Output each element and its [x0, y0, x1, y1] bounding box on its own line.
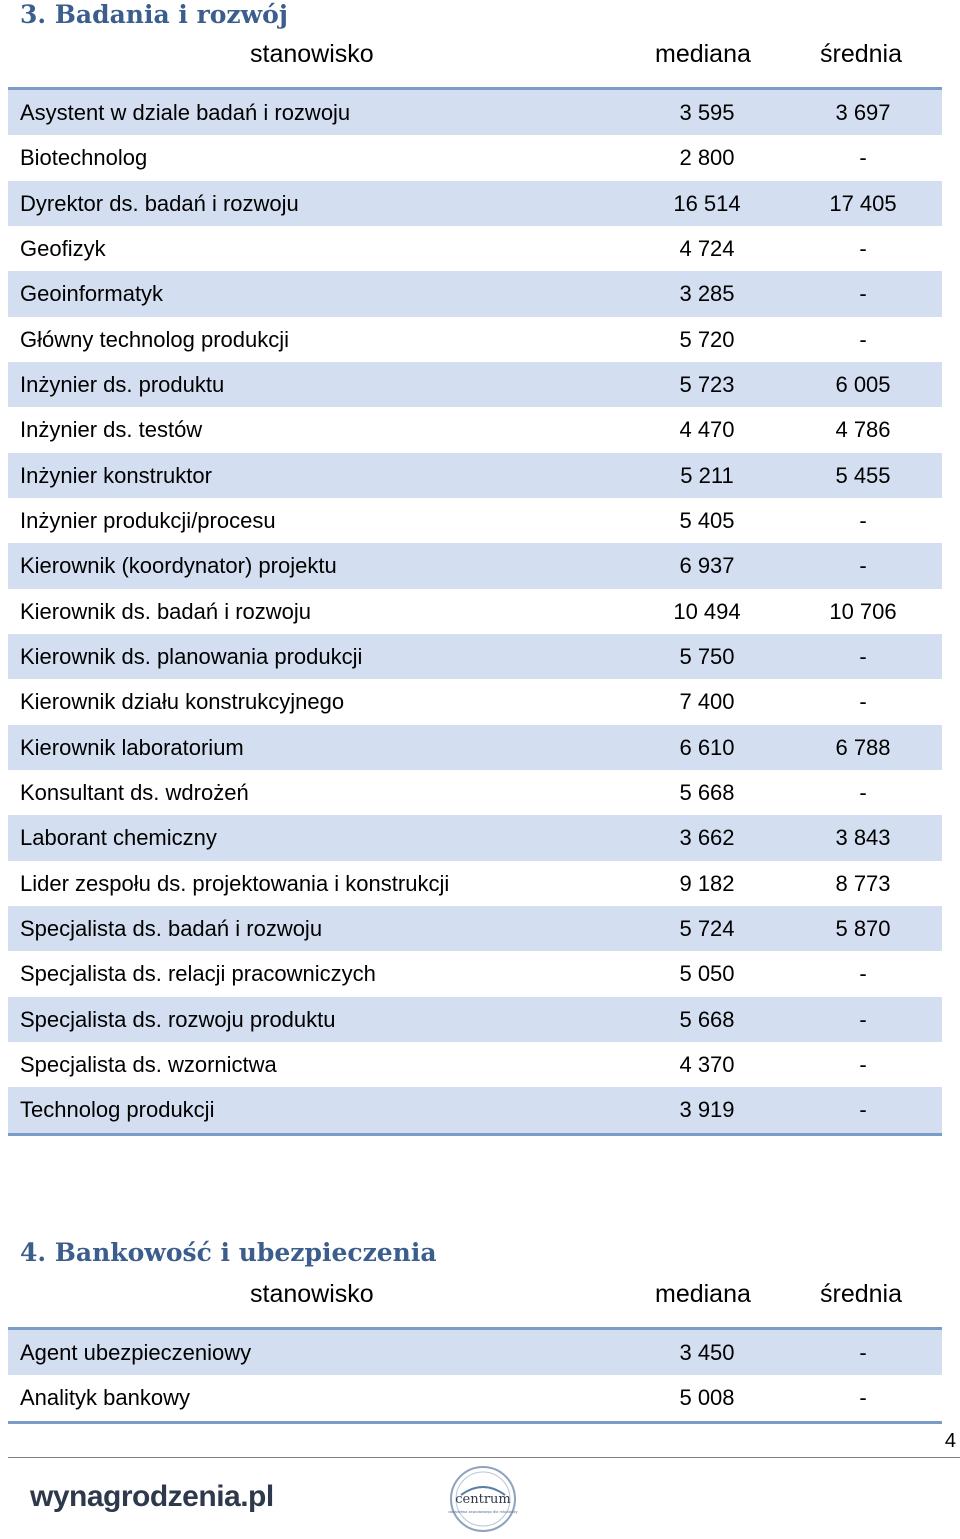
- cell-median: 3 662: [679, 825, 735, 851]
- table-header-research: [8, 37, 942, 71]
- cell-median: 5 723: [679, 371, 735, 397]
- cell-mean: -: [859, 1006, 867, 1032]
- cell-position: Specjalista ds. relacji pracowniczych: [20, 961, 376, 987]
- cell-median: 5 008: [679, 1385, 735, 1411]
- cell-median: 5 720: [679, 326, 735, 352]
- header-median: mediana: [655, 40, 751, 68]
- cell-median: 2 800: [679, 145, 735, 171]
- cell-mean: -: [859, 689, 867, 715]
- cell-position: Inżynier konstruktor: [20, 462, 212, 488]
- cell-position: Inżynier ds. testów: [20, 417, 203, 443]
- cell-mean: -: [859, 145, 867, 171]
- cell-mean: -: [859, 1051, 867, 1077]
- table-row: [8, 407, 942, 452]
- cell-mean: 8 773: [835, 870, 891, 896]
- cell-position: Specjalista ds. rozwoju produktu: [20, 1006, 336, 1032]
- header-median: mediana: [655, 1280, 751, 1308]
- cell-median: 4 470: [679, 417, 735, 443]
- table-row: [8, 1375, 942, 1420]
- cell-mean: -: [859, 1097, 867, 1123]
- cell-mean: 4 786: [835, 417, 891, 443]
- cell-mean: -: [859, 961, 867, 987]
- table-row: [8, 770, 942, 815]
- table-row: [8, 135, 942, 180]
- cell-mean: -: [859, 507, 867, 533]
- cell-position: Geoinformatyk: [20, 281, 164, 307]
- cell-mean: -: [859, 1385, 867, 1411]
- cell-median: 3 595: [679, 100, 735, 125]
- cell-position: Dyrektor ds. badań i rozwoju: [20, 190, 299, 216]
- cell-median: 5 750: [679, 643, 735, 669]
- header-position: stanowisko: [250, 40, 374, 68]
- cell-mean: -: [859, 1340, 867, 1365]
- cell-mean: -: [859, 553, 867, 579]
- cell-position: Inżynier ds. produktu: [20, 371, 225, 397]
- table-row: [8, 181, 942, 226]
- cell-position: Asystent w dziale badań i rozwoju: [20, 100, 351, 125]
- cell-mean: -: [859, 281, 867, 307]
- cell-median: 5 668: [679, 1006, 735, 1032]
- cell-position: Kierownik (koordynator) projektu: [20, 553, 337, 579]
- cell-position: Laborant chemiczny: [20, 825, 217, 851]
- table-row: [8, 906, 942, 951]
- table-row: [8, 815, 942, 860]
- table-row: [8, 498, 942, 543]
- section-title-banking: 4. Bankowość i ubezpieczenia: [20, 1238, 437, 1267]
- cell-mean: -: [859, 779, 867, 805]
- cell-mean: 6 788: [835, 734, 891, 760]
- table-row: [8, 951, 942, 996]
- salary-table-banking: [8, 1327, 942, 1424]
- table-row: [8, 317, 942, 362]
- brand-logo: wynagrodzenia.pl: [30, 1480, 274, 1513]
- cell-mean: -: [859, 643, 867, 669]
- cell-median: 6 937: [679, 553, 735, 579]
- cell-mean: 5 455: [835, 462, 891, 488]
- table-row: [8, 1042, 942, 1087]
- cell-mean: 17 405: [829, 190, 897, 216]
- cell-position: Analityk bankowy: [20, 1385, 190, 1411]
- svg-text:centrum: centrum: [455, 1492, 511, 1507]
- cell-median: 6 610: [679, 734, 735, 760]
- table-header-banking: [8, 1277, 942, 1311]
- cell-mean: 3 843: [835, 825, 891, 851]
- table-row: [8, 1330, 942, 1375]
- table-row: [8, 543, 942, 588]
- cell-position: Lider zespołu ds. projektowania i konstrukcji: [20, 870, 450, 896]
- table-row: [8, 634, 942, 679]
- cell-median: 5 724: [679, 915, 735, 941]
- header-position: stanowisko: [250, 1280, 374, 1308]
- cell-median: 9 182: [679, 870, 735, 896]
- cell-position: Agent ubezpieczeniowy: [20, 1340, 252, 1365]
- cell-position: Kierownik ds. badań i rozwoju: [20, 598, 312, 624]
- cell-position: Geofizyk: [20, 235, 106, 261]
- table-row: [8, 997, 942, 1042]
- cell-mean: -: [859, 326, 867, 352]
- cell-mean: 3 697: [835, 100, 891, 125]
- table-row: [8, 725, 942, 770]
- cell-position: Specjalista ds. wzornictwa: [20, 1051, 277, 1077]
- cell-position: Inżynier produkcji/procesu: [20, 507, 276, 533]
- header-mean: średnia: [820, 1280, 902, 1308]
- cell-position: Specjalista ds. badań i rozwoju: [20, 915, 323, 941]
- salary-table-research: [8, 87, 942, 1136]
- table-row: [8, 362, 942, 407]
- cell-position: Konsultant ds. wdrożeń: [20, 779, 249, 805]
- cell-median: 5 405: [679, 507, 735, 533]
- svg-text:doradztwa zawodowego dla młodz: doradztwa zawodowego dla młodzieży: [448, 1510, 518, 1514]
- cell-mean: 6 005: [835, 371, 891, 397]
- table-row: [8, 90, 942, 135]
- cell-median: 4 370: [679, 1051, 735, 1077]
- table-row: [8, 679, 942, 724]
- cell-median: 3 285: [679, 281, 735, 307]
- cell-median: 5 050: [679, 961, 735, 987]
- centrum-seal-logo: [447, 1465, 519, 1533]
- cell-median: 5 211: [680, 462, 734, 488]
- page-number: 4: [944, 1430, 956, 1452]
- cell-position: Kierownik laboratorium: [20, 734, 244, 760]
- cell-median: 16 514: [673, 190, 741, 216]
- cell-mean: 10 706: [829, 598, 897, 624]
- cell-position: Główny technolog produkcji: [20, 326, 290, 352]
- table-row: [8, 226, 942, 271]
- cell-median: 4 724: [679, 235, 735, 261]
- cell-median: 7 400: [679, 689, 735, 715]
- cell-median: 10 494: [673, 598, 741, 624]
- footer-divider: [8, 1457, 960, 1458]
- table-row: [8, 1087, 942, 1132]
- cell-median: 5 668: [679, 779, 735, 805]
- cell-position: Kierownik ds. planowania produkcji: [20, 643, 363, 669]
- cell-mean: 5 870: [835, 915, 891, 941]
- cell-median: 3 450: [679, 1340, 735, 1365]
- table-row: [8, 589, 942, 634]
- table-row: [8, 271, 942, 316]
- cell-position: Biotechnolog: [20, 145, 148, 171]
- cell-position: Kierownik działu konstrukcyjnego: [20, 689, 345, 715]
- table-row: [8, 453, 942, 498]
- section-title-research: 3. Badania i rozwój: [20, 0, 288, 29]
- cell-median: 3 919: [679, 1097, 735, 1123]
- cell-mean: -: [859, 235, 867, 261]
- table-row: [8, 861, 942, 906]
- cell-position: Technolog produkcji: [20, 1097, 215, 1123]
- header-mean: średnia: [820, 40, 902, 68]
